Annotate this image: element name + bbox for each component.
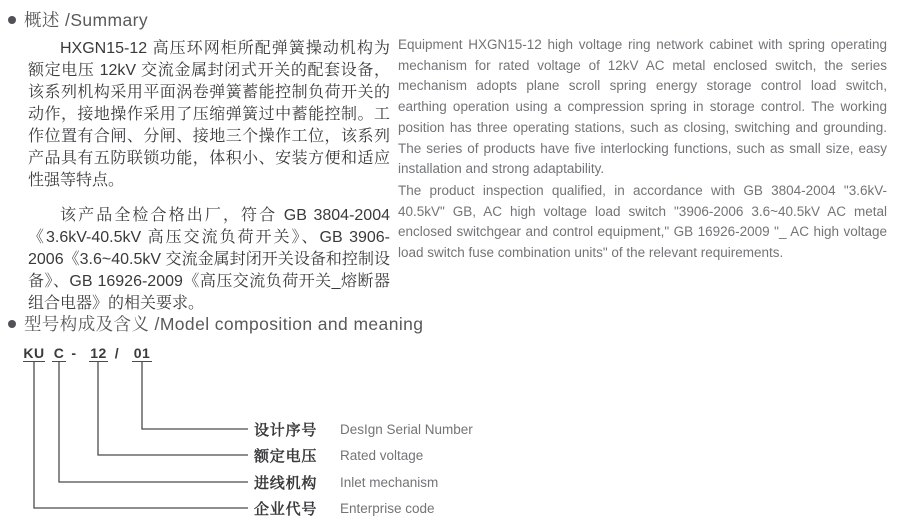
label-zh-enterprise-code: 企业代号 bbox=[254, 500, 318, 518]
diagram-label-row bbox=[254, 446, 423, 464]
diagram-label-row bbox=[254, 499, 435, 517]
summary-section-header bbox=[8, 7, 148, 32]
bullet-icon bbox=[8, 320, 16, 328]
summary-chinese-paragraph-1: HXGN15-12 高压环网柜所配弹簧操动机构为额定电压 12kV 交流金属封闭式开关的配套设备，该系列机构采用平面涡卷弹簧蓄能控制负荷开关的动作，接地操作采用了压缩弹簧过中蓄能控制。工作位置有合闸、分闸、接地三个操作工位，该系列产品具有五防联锁功能，体积小、安装方便和适应性强等特点。 bbox=[28, 40, 390, 189]
connector-design-serial-number bbox=[142, 362, 248, 429]
summary-chinese-paragraph-2: 该产品全检合格出厂，符合 GB 3804-2004 《3.6kV-40.5kV 高压交流负荷开关》、GB 3906-2006《3.6~40.5kV 交流金属封闭开关设备和控制设备》、GB 16926-2009《高压交流负荷开关_熔断器组合电器》的相关要求。 bbox=[28, 207, 390, 312]
label-zh-inlet-mechanism: 进线机构 bbox=[254, 474, 318, 492]
model-segment-design-serial: 01 bbox=[133, 345, 151, 361]
summary-chinese-column bbox=[28, 38, 390, 315]
model-segment-inlet-mechanism: C bbox=[53, 345, 65, 361]
model-segment-enterprise-code: KU bbox=[23, 345, 45, 361]
connector-rated-voltage bbox=[98, 362, 248, 455]
summary-english-paragraph-2: The product inspection qualified, in accordance with GB 3804-2004 "3.6kV-40.5kV" GB, AC high voltage load switch "3906-2006 3.6~40.5kV AC metal enclosed switchgear and control equipment," GB 16926-2009 "_ AC high voltage load switch fuse combination units" of the relevant requirements. bbox=[398, 182, 887, 261]
diagram-label-row bbox=[254, 420, 473, 438]
diagram-label-row bbox=[254, 473, 438, 491]
model-section-header bbox=[8, 311, 423, 336]
model-separator-dash: - bbox=[71, 345, 77, 361]
summary-english-column bbox=[398, 35, 887, 264]
summary-title: 概述 /Summary bbox=[24, 10, 148, 30]
model-section-title: 型号构成及含义 /Model composition and meaning bbox=[24, 314, 424, 334]
label-zh-rated-voltage: 额定电压 bbox=[254, 447, 318, 465]
model-separator-slash: / bbox=[114, 345, 120, 361]
connector-enterprise-code bbox=[34, 362, 248, 508]
label-en-inlet-mechanism: Inlet mechanism bbox=[340, 474, 439, 490]
connector-inlet-mechanism bbox=[59, 362, 248, 482]
model-composition-diagram bbox=[0, 340, 560, 521]
label-en-enterprise-code: Enterprise code bbox=[340, 500, 435, 516]
bullet-icon bbox=[8, 16, 16, 24]
summary-english-paragraph-1: Equipment HXGN15-12 high voltage ring network cabinet with spring operating mechanism for rated voltage of 12kV AC metal enclosed switch, the series mechanism adopts plane scroll spring energy storage control load switch, earthing operation using a compression spring in storage control. The working position has three operating stations, such as closing, switching and grounding. The series of products have five interlocking functions, such as small size, easy installation and strong adaptability. bbox=[398, 37, 887, 177]
label-en-design-serial: DesIgn Serial Number bbox=[340, 421, 473, 437]
label-zh-design-serial: 设计序号 bbox=[254, 421, 318, 439]
model-segment-rated-voltage: 12 bbox=[90, 345, 107, 361]
label-en-rated-voltage: Rated voltage bbox=[340, 447, 424, 463]
